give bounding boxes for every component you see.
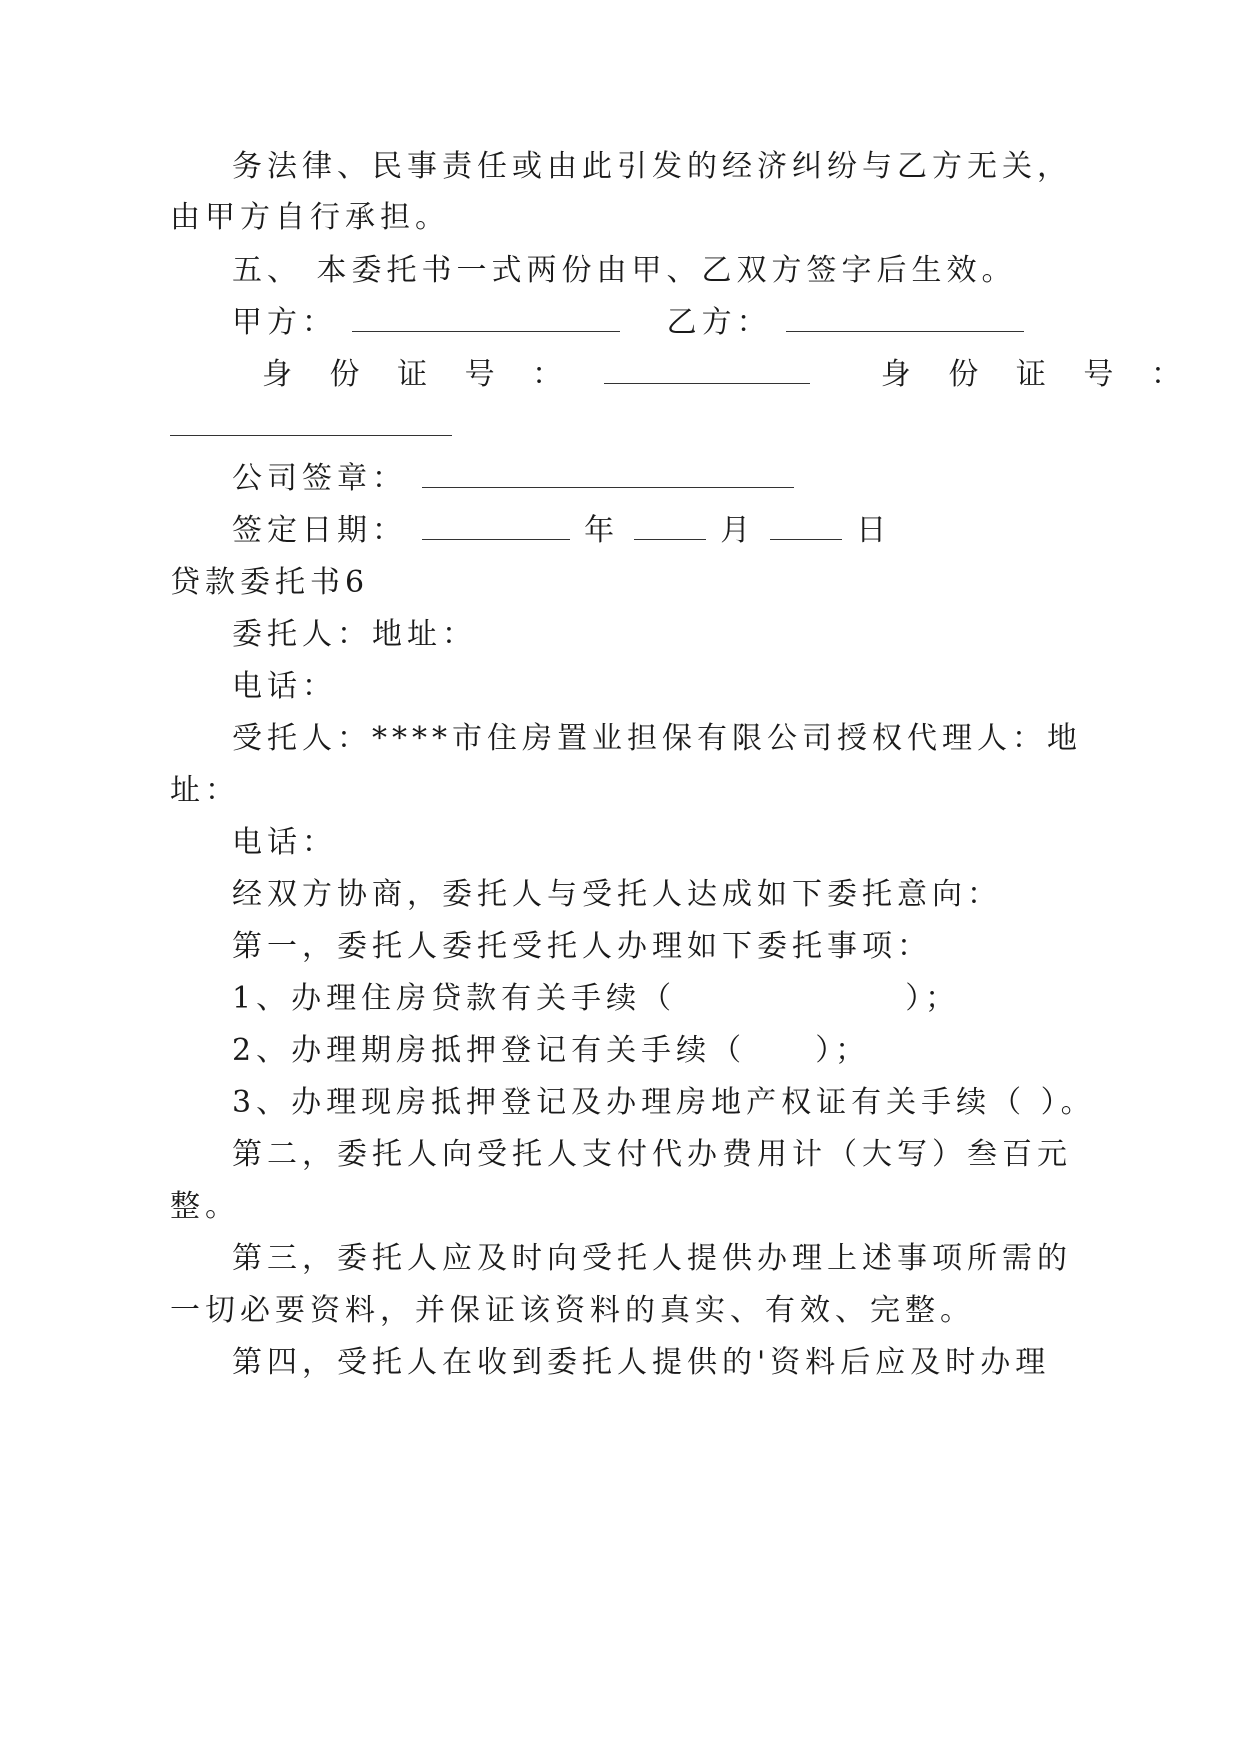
paragraph-line: 务法律、民事责任或由此引发的经济纠纷与乙方无关，: [232, 149, 1072, 184]
clause-five: 五、 本委托书一式两份由甲、乙双方签字后生效。: [232, 253, 1017, 288]
clause-third: 第三，委托人应及时向受托人提供办理上述事项所需的: [232, 1241, 1072, 1276]
item-1-close: ）；: [905, 981, 961, 1016]
agent-line-continued: 址：: [170, 773, 240, 808]
principal-line: 委托人：地址：: [232, 617, 477, 652]
item-3: 3、办理现房抵押登记及办理房地产权证有关手续（ ）。: [232, 1085, 1096, 1120]
company-seal-label: 公司签章：: [232, 461, 407, 496]
id-b-blank: [170, 409, 452, 436]
party-b-blank: [786, 305, 1024, 332]
clause-second-continued: 整。: [170, 1189, 240, 1224]
sign-date-line: [232, 511, 1241, 551]
clause-first: 第一，委托人委托受托人办理如下委托事项：: [232, 929, 932, 964]
phone-line: 电话：: [232, 825, 337, 860]
month-label: 月: [720, 513, 756, 548]
phone-line: 电话：: [232, 669, 337, 704]
month-blank: [634, 513, 706, 540]
sign-date-label: 签定日期：: [232, 513, 407, 548]
signature-party-line: [232, 303, 1241, 343]
item-2-close: ）；: [815, 1033, 871, 1068]
section-title: 贷款委托书6: [170, 565, 370, 600]
item-2: [232, 1031, 1241, 1071]
clause-fourth: 第四，受托人在收到委托人提供的'资料后应及时办理: [232, 1345, 1051, 1380]
clause-third-continued: 一切必要资料，并保证该资料的真实、有效、完整。: [170, 1293, 975, 1328]
day-label: 日: [856, 513, 892, 548]
item-1: [232, 979, 1241, 1019]
day-blank: [770, 513, 842, 540]
paragraph-line: 由甲方自行承担。: [170, 200, 450, 235]
item-1-text: 1、办理住房贷款有关手续（: [232, 981, 677, 1016]
party-b-label: 乙方：: [666, 305, 772, 340]
party-a-blank: [352, 305, 620, 332]
year-blank: [422, 513, 570, 540]
id-label-a: 身 份 证 号 ：: [262, 357, 577, 392]
year-label: 年: [584, 513, 620, 548]
agent-line: 受托人：****市住房置业担保有限公司授权代理人：地: [232, 721, 1082, 756]
id-label-b: 身 份 证 号 ：: [880, 357, 1195, 392]
consensus-line: 经双方协商，委托人与受托人达成如下委托意向：: [232, 877, 1002, 912]
company-seal-line: [232, 459, 1241, 499]
id-b-blank-line: [170, 407, 1241, 447]
party-a-label: 甲方：: [232, 305, 337, 340]
company-seal-blank: [422, 461, 794, 488]
item-2-text: 2、办理期房抵押登记有关手续（: [232, 1033, 747, 1068]
id-number-line: [262, 355, 1241, 395]
id-a-blank: [604, 357, 810, 384]
clause-second: 第二，委托人向受托人支付代办费用计（大写）叁百元: [232, 1137, 1072, 1172]
